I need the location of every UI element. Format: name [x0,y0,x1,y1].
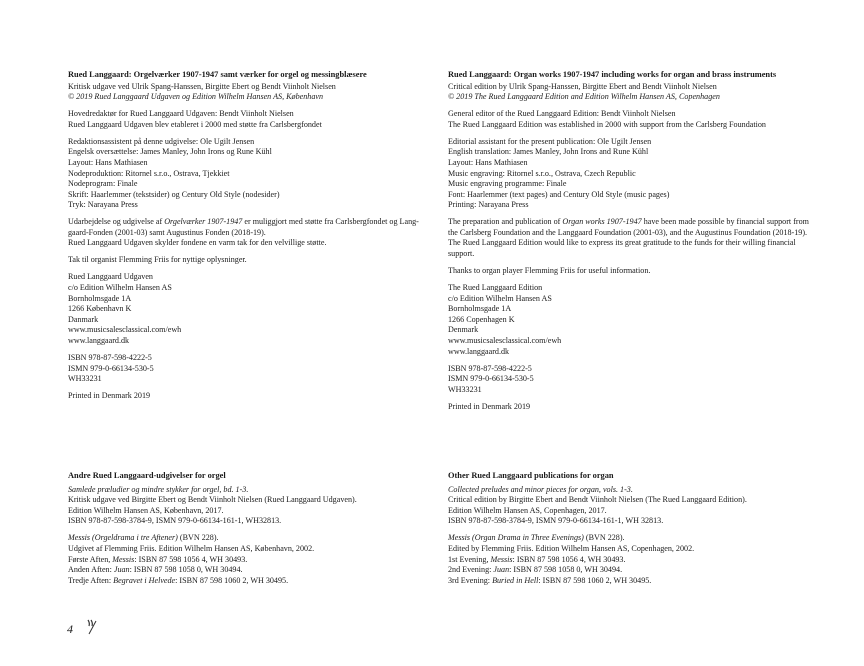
address-line: Danmark [68,314,99,324]
other-publications-danish [68,471,438,593]
staff-line: Nodeprogram: Finale [68,179,138,189]
address-line: c/o Edition Wilhelm Hansen AS [448,293,552,303]
staff-line: Music engraving programme: Finale [448,179,567,189]
section-title: Other Rued Langgaard publications for organ [448,471,614,480]
staff-line: Layout: Hans Mathiasen [448,157,528,167]
evening-line: Anden Aften: Juan: ISBN 87 598 1058 0, WH 30494. [68,565,243,575]
codes-block [448,364,818,396]
website-link[interactable]: www.langgaard.dk [448,346,510,356]
support-text: The preparation and publication of Organ works 1907-1947 have been made possible by financial support from the Carlsberg Foundation and the Langgaard Foundation (2001-03), and the Augustinus Foundation (2018-19). [448,217,809,237]
website-link[interactable]: www.musicsalesclassical.com/ewh [68,325,182,335]
isbn: ISBN 978-87-598-4222-5 [448,363,532,373]
editor-line: General editor of the Rued Langgaard Edition: Bendt Viinholt Nielsen [448,109,676,119]
staff-line: Layout: Hans Mathiasen [68,157,148,167]
address-line: Bornholmsgade 1A [448,304,512,314]
address-line: c/o Edition Wilhelm Hansen AS [68,283,172,293]
page-number: 4 [67,622,73,636]
isbn: ISBN 978-87-598-4222-5 [68,353,152,362]
copyright-line: © 2019 The Rued Langgaard Edition and Edition Wilhelm Hansen AS, Copenhagen [448,92,720,102]
colophon-title: Rued Langgaard: Organ works 1907-1947 including works for organ and brass instruments [448,70,777,79]
evening-line: 1st Evening, Messis: ISBN 87 598 1056 4, WH 30493. [448,554,626,564]
publication-line: Udgivet af Flemming Friis. Edition Wilhelm Hansen AS, København, 2002. [68,543,315,553]
website-link[interactable]: www.langgaard.dk [68,336,130,346]
editor-line: Hovedredaktør for Rued Langgaard Udgaven: Bendt Viinholt Nielsen [68,109,294,119]
publication-entry [68,533,438,586]
publication-title: Collected preludes and minor pieces for organ, vols. 1-3. [448,484,633,494]
credits-block [448,82,818,103]
staff-line: Nodeproduktion: Ritornel s.r.o., Ostrava, Tjekkiet [68,168,230,178]
other-publications-english [448,471,818,593]
printed-line: Printed in Denmark 2019 [448,401,531,411]
staff-block [68,137,438,211]
ismn: ISMN 979-0-66134-530-5 [68,363,154,373]
staff-line: Editorial assistant for the present publication: Ole Ugilt Jensen [448,136,652,146]
codes-block [68,353,438,385]
publication-entry [68,485,438,527]
website-link[interactable]: www.musicsalesclassical.com/ewh [448,336,562,346]
support-block [68,217,438,249]
copyright-line: © 2019 Rued Langgaard Udgaven og Edition Wilhelm Hansen AS, København [68,92,324,102]
catalog-number: WH33231 [448,384,482,394]
staff-line: Printing: Narayana Press [448,200,529,210]
editor-line: Rued Langgaard Udgaven blev etableret i 2000 med støtte fra Carlsbergfondet [68,119,322,129]
publication-line: Critical edition by Birgitte Ebert and Bendt Viinholt Nielsen (The Rued Langgaard Edition). [448,495,747,505]
staff-line: Engelsk oversættelse: James Manley, John Irons og Rune Kühl [68,147,272,157]
support-text: Udarbejdelse og udgivelse af Orgelværker 1907-1947 er muliggjort med støtte fra Carlsbergfondet og Lang-gaard-Fonden (2001-03) samt Augustinus Fonden (2018-19). [68,217,419,237]
evening-line: Første Aften, Messis: ISBN 87 598 1056 4, WH 30493. [68,554,248,564]
publication-entry [448,485,818,527]
publication-entry [448,533,818,586]
address-block [68,272,438,346]
evening-line: 3rd Evening: Buried in Hell: ISBN 87 598 1060 2, WH 30495. [448,575,652,585]
support-thanks: The Rued Langgaard Edition would like to express its great gratitude to the funds for their willing financial support. [448,238,796,259]
address-line: Denmark [448,325,479,335]
printed-line: Printed in Denmark 2019 [68,391,151,401]
publication-title-line: Messis (Organ Drama in Three Evenings) (BVN 228). [448,533,625,543]
credits-line: Kritisk udgave ved Ulrik Spang-Hanssen, Birgitte Ebert og Bendt Viinholt Nielsen [68,81,336,91]
support-block [448,217,818,259]
ismn: ISMN 979-0-66134-530-5 [448,374,534,384]
editor-block [448,109,818,130]
staff-line: English translation: James Manley, John Irons and Rune Kühl [448,147,649,157]
credits-line: Critical edition by Ulrik Spang-Hanssen, Birgitte Ebert and Bendt Viinholt Nielsen [448,81,717,91]
publisher-logo-icon [86,618,98,641]
staff-line: Font: Haarlemmer (text pages) and Century Old Style (music pages) [448,189,670,199]
publication-line: Edition Wilhelm Hansen AS, Copenhagen, 2017. [448,505,607,515]
address-line: Rued Langgaard Udgaven [68,272,153,282]
address-line: Bornholmsgade 1A [68,293,132,303]
address-block [448,283,818,357]
staff-line: Tryk: Narayana Press [68,200,138,210]
evening-line: 2nd Evening: Juan: ISBN 87 598 1058 0, WH 30494. [448,565,623,575]
address-line: 1266 Copenhagen K [448,314,515,324]
staff-line: Music engraving: Ritornel s.r.o., Ostrava, Czech Republic [448,168,636,178]
thanks-line: Tak til organist Flemming Friis for nyttige oplysninger. [68,255,247,265]
section-title: Andre Rued Langgaard-udgivelser for orgel [68,471,226,480]
staff-line: Skrift: Haarlemmer (tekstsider) og Century Old Style (nodesider) [68,189,280,199]
staff-line: Redaktionsassistent på denne udgivelse: Ole Ugilt Jensen [68,136,255,146]
evening-line: Tredje Aften: Begravet i Helvede: ISBN 87 598 1060 2, WH 30495. [68,575,289,585]
thanks-line: Thanks to organ player Flemming Friis for useful information. [448,266,651,276]
publication-line: Edition Wilhelm Hansen AS, København, 2017. [68,505,224,515]
colophon-title: Rued Langgaard: Orgelværker 1907-1947 samt værker for orgel og messingblæsere [68,70,367,79]
address-line: The Rued Langgaard Edition [448,283,543,293]
publication-line: Edited by Flemming Friis. Edition Wilhelm Hansen AS, Copenhagen, 2002. [448,543,695,553]
staff-block [448,137,818,211]
editor-block [68,109,438,130]
work-title: Organ works 1907-1947 [562,217,642,227]
work-title: Orgelværker 1907-1947 [164,217,243,227]
publication-line: Kritisk udgave ved Birgitte Ebert og Bendt Viinholt Nielsen (Rued Langgaard Udgaven). [68,495,357,505]
address-line: 1266 København K [68,304,132,314]
colophon-english [448,70,818,419]
colophon-danish [68,70,438,408]
editor-line: The Rued Langgaard Edition was established in 2000 with support from the Carlsberg Foundation [448,119,766,129]
catalog-number: WH33231 [68,374,102,384]
publication-line: ISBN 978-87-598-3784-9, ISMN 979-0-66134-161-1, WH32813. [68,516,282,526]
publication-title-line: Messis (Orgeldrama i tre Aftener) (BVN 228). [68,533,219,543]
publication-title: Samlede præludier og mindre stykker for orgel, bd. 1-3. [68,484,249,494]
credits-block [68,82,438,103]
publication-line: ISBN 978-87-598-3784-9, ISMN 979-0-66134-161-1, WH 32813. [448,516,664,526]
support-thanks: Rued Langgaard Udgaven skylder fondene en varm tak for den velvillige støtte. [68,238,327,248]
